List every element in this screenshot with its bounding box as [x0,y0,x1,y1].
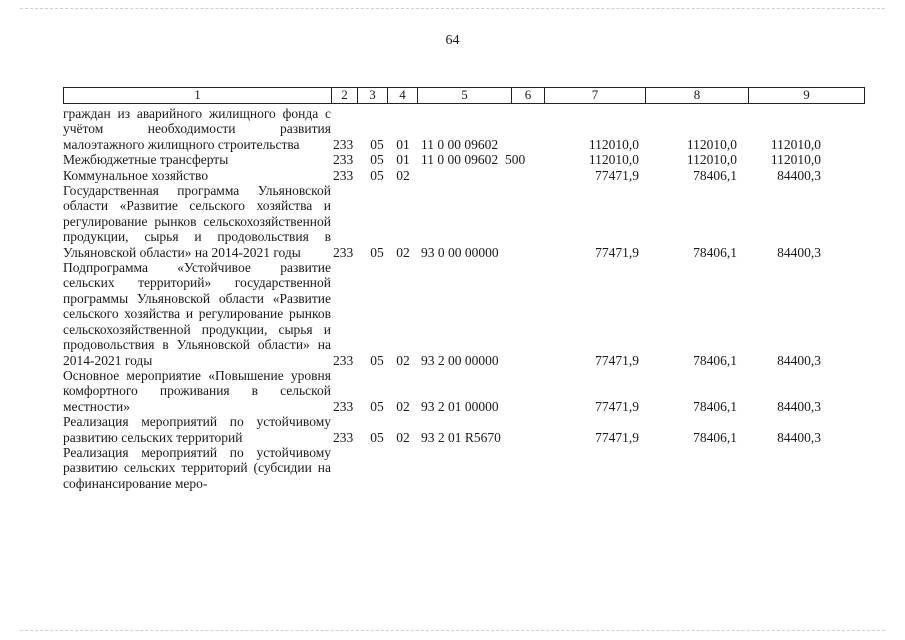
row-c2 [331,106,363,152]
table-header [63,87,865,104]
row-c4 [391,152,415,167]
row-name: Реализация мероприятий по устойчивому развитию сельских территорий [63,414,331,445]
row-c6 [505,106,535,152]
row-c4 [391,183,415,260]
row-c7 [535,260,643,368]
cell-value: 77471,9 [595,429,639,445]
row-c8 [643,414,745,445]
cell-value: 84400,3 [777,398,821,414]
row-c7 [535,106,643,152]
cell-value: 84400,3 [777,429,821,445]
cell-value: 112010,0 [686,136,737,152]
cell-value: 84400,3 [777,244,821,260]
row-c7 [535,183,643,260]
row-name: граждан из аварийного жилищного фонда с учётом необходимости развития малоэтажного жилищного строительства [63,106,331,152]
cell-value: 233 [333,152,354,168]
table-row [63,168,865,183]
cell-value: 11 0 00 09602 [421,136,499,152]
header-cell: 8 [646,88,749,103]
cell-value: 77471,9 [595,398,639,414]
cell-value: 02 [396,398,410,414]
row-c8 [643,106,745,152]
row-c6 [505,152,535,167]
cell-value: 93 0 00 00000 [421,244,499,260]
row-name: Подпрограмма «Устойчивое развитие сельских территорий» государственной программы Ульяновской области «Развитие сельского хозяйства и регулирование рынков сельскохозяйственной продукции, сырья и продовольствия в Ульяновской области» на 2014-2021 годы [63,260,331,368]
cell-value: 01 [396,136,410,152]
header-cell: 6 [512,88,545,103]
row-name: Межбюджетные трансферты [63,152,229,168]
cell-value: 77471,9 [595,167,639,183]
cell-value: 05 [370,136,384,152]
cell-value: 84400,3 [777,167,821,183]
cell-value: 05 [370,167,384,183]
row-c6 [505,445,535,491]
row-c3 [363,368,391,414]
row-c3 [363,183,391,260]
row-c7 [535,168,643,183]
row-c8 [643,183,745,260]
row-c3 [363,106,391,152]
cell-value: 77471,9 [595,244,639,260]
cell-value: 112010,0 [770,136,821,152]
row-c4 [391,260,415,368]
cell-value: 77471,9 [595,352,639,368]
scan-edge-top [20,8,885,10]
cell-value: 93 2 01 00000 [421,398,499,414]
budget-table [63,87,865,491]
row-c9 [745,368,843,414]
row-c5 [415,168,505,183]
row-c5 [415,260,505,368]
row-name: Коммунальное хозяйство [63,167,209,183]
table-row [63,260,865,368]
row-c2 [331,368,363,414]
row-c8 [643,260,745,368]
cell-value: 233 [333,136,354,152]
header-cell: 9 [803,87,810,102]
header-cell: 2 [332,88,358,103]
row-c9 [745,414,843,445]
row-c3 [363,168,391,183]
cell-value: 01 [396,152,410,168]
row-c8 [643,368,745,414]
page-number: 64 [445,33,460,48]
header-cell: 1 [64,88,332,103]
row-c6 [505,414,535,445]
row-c2 [331,168,363,183]
cell-value: 78406,1 [693,429,737,445]
cell-value: 05 [370,352,384,368]
row-c5 [415,368,505,414]
scan-edge-bottom [20,630,885,632]
table-row [63,152,865,167]
table-row [63,368,865,414]
row-c6 [505,183,535,260]
cell-value: 233 [333,352,354,368]
cell-value: 05 [370,244,384,260]
cell-value: 112010,0 [686,152,737,168]
row-c5 [415,106,505,152]
cell-value: 112010,0 [770,152,821,168]
row-c6 [505,168,535,183]
row-c7 [535,152,643,167]
cell-value: 11 0 00 09602 [421,152,499,168]
table-row [63,183,865,260]
cell-value: 112010,0 [588,136,639,152]
table-body [63,106,865,491]
cell-value: 02 [396,352,410,368]
cell-value: 78406,1 [693,167,737,183]
row-c3 [363,260,391,368]
row-c4 [391,414,415,445]
cell-value: 05 [370,429,384,445]
row-c5 [415,445,505,491]
header-cell: 7 [545,88,646,103]
row-c9 [745,168,843,183]
row-c2 [331,414,363,445]
row-c8 [643,168,745,183]
row-c5 [415,152,505,167]
row-name: Основное мероприятие «Повышение уровня комфортного проживания в сельской местности» [63,367,331,414]
cell-value: 05 [370,152,384,168]
cell-value: 500 [505,152,526,168]
row-c7 [535,414,643,445]
cell-value: 93 2 00 00000 [421,352,499,368]
row-c9 [745,183,843,260]
row-c5 [415,183,505,260]
row-c8 [643,445,745,491]
row-c2 [331,445,363,491]
cell-value: 233 [333,429,354,445]
cell-value: 84400,3 [777,352,821,368]
row-c3 [363,445,391,491]
row-c4 [391,368,415,414]
row-c5 [415,414,505,445]
row-c6 [505,368,535,414]
row-c3 [363,414,391,445]
cell-value: 112010,0 [588,152,639,168]
row-c7 [535,445,643,491]
cell-value: 02 [396,167,410,183]
row-c6 [505,260,535,368]
table-row [63,445,865,491]
cell-value: 78406,1 [693,244,737,260]
cell-value: 02 [396,244,410,260]
row-c4 [391,168,415,183]
table-row [63,106,865,152]
row-c2 [331,152,363,167]
cell-value: 233 [333,167,354,183]
row-c2 [331,260,363,368]
header-cell: 4 [388,88,418,103]
cell-value: 233 [333,244,354,260]
row-c2 [331,183,363,260]
table-row [63,414,865,445]
cell-value: 78406,1 [693,352,737,368]
row-c9 [745,152,843,167]
header-cell: 3 [358,88,388,103]
row-c7 [535,368,643,414]
row-c9 [745,106,843,152]
row-c8 [643,152,745,167]
cell-value: 02 [396,429,410,445]
cell-value: 05 [370,398,384,414]
row-c4 [391,445,415,491]
row-c9 [745,260,843,368]
cell-value: 78406,1 [693,398,737,414]
row-name: Государственная программа Ульяновской области «Развитие сельского хозяйства и регулирование рынков сельскохозяйственной продукции, сырья и продовольствия в Ульяновской области» на 2014-2021 годы [63,183,331,260]
row-c9 [745,445,843,491]
cell-value: 233 [333,398,354,414]
header-cell: 5 [418,88,512,103]
row-c3 [363,152,391,167]
cell-value: 93 2 01 R5670 [421,429,501,445]
row-c4 [391,106,415,152]
row-name: Реализация мероприятий по устойчивому развитию сельских территорий (субсидии на софинансирование меро- [63,444,331,491]
